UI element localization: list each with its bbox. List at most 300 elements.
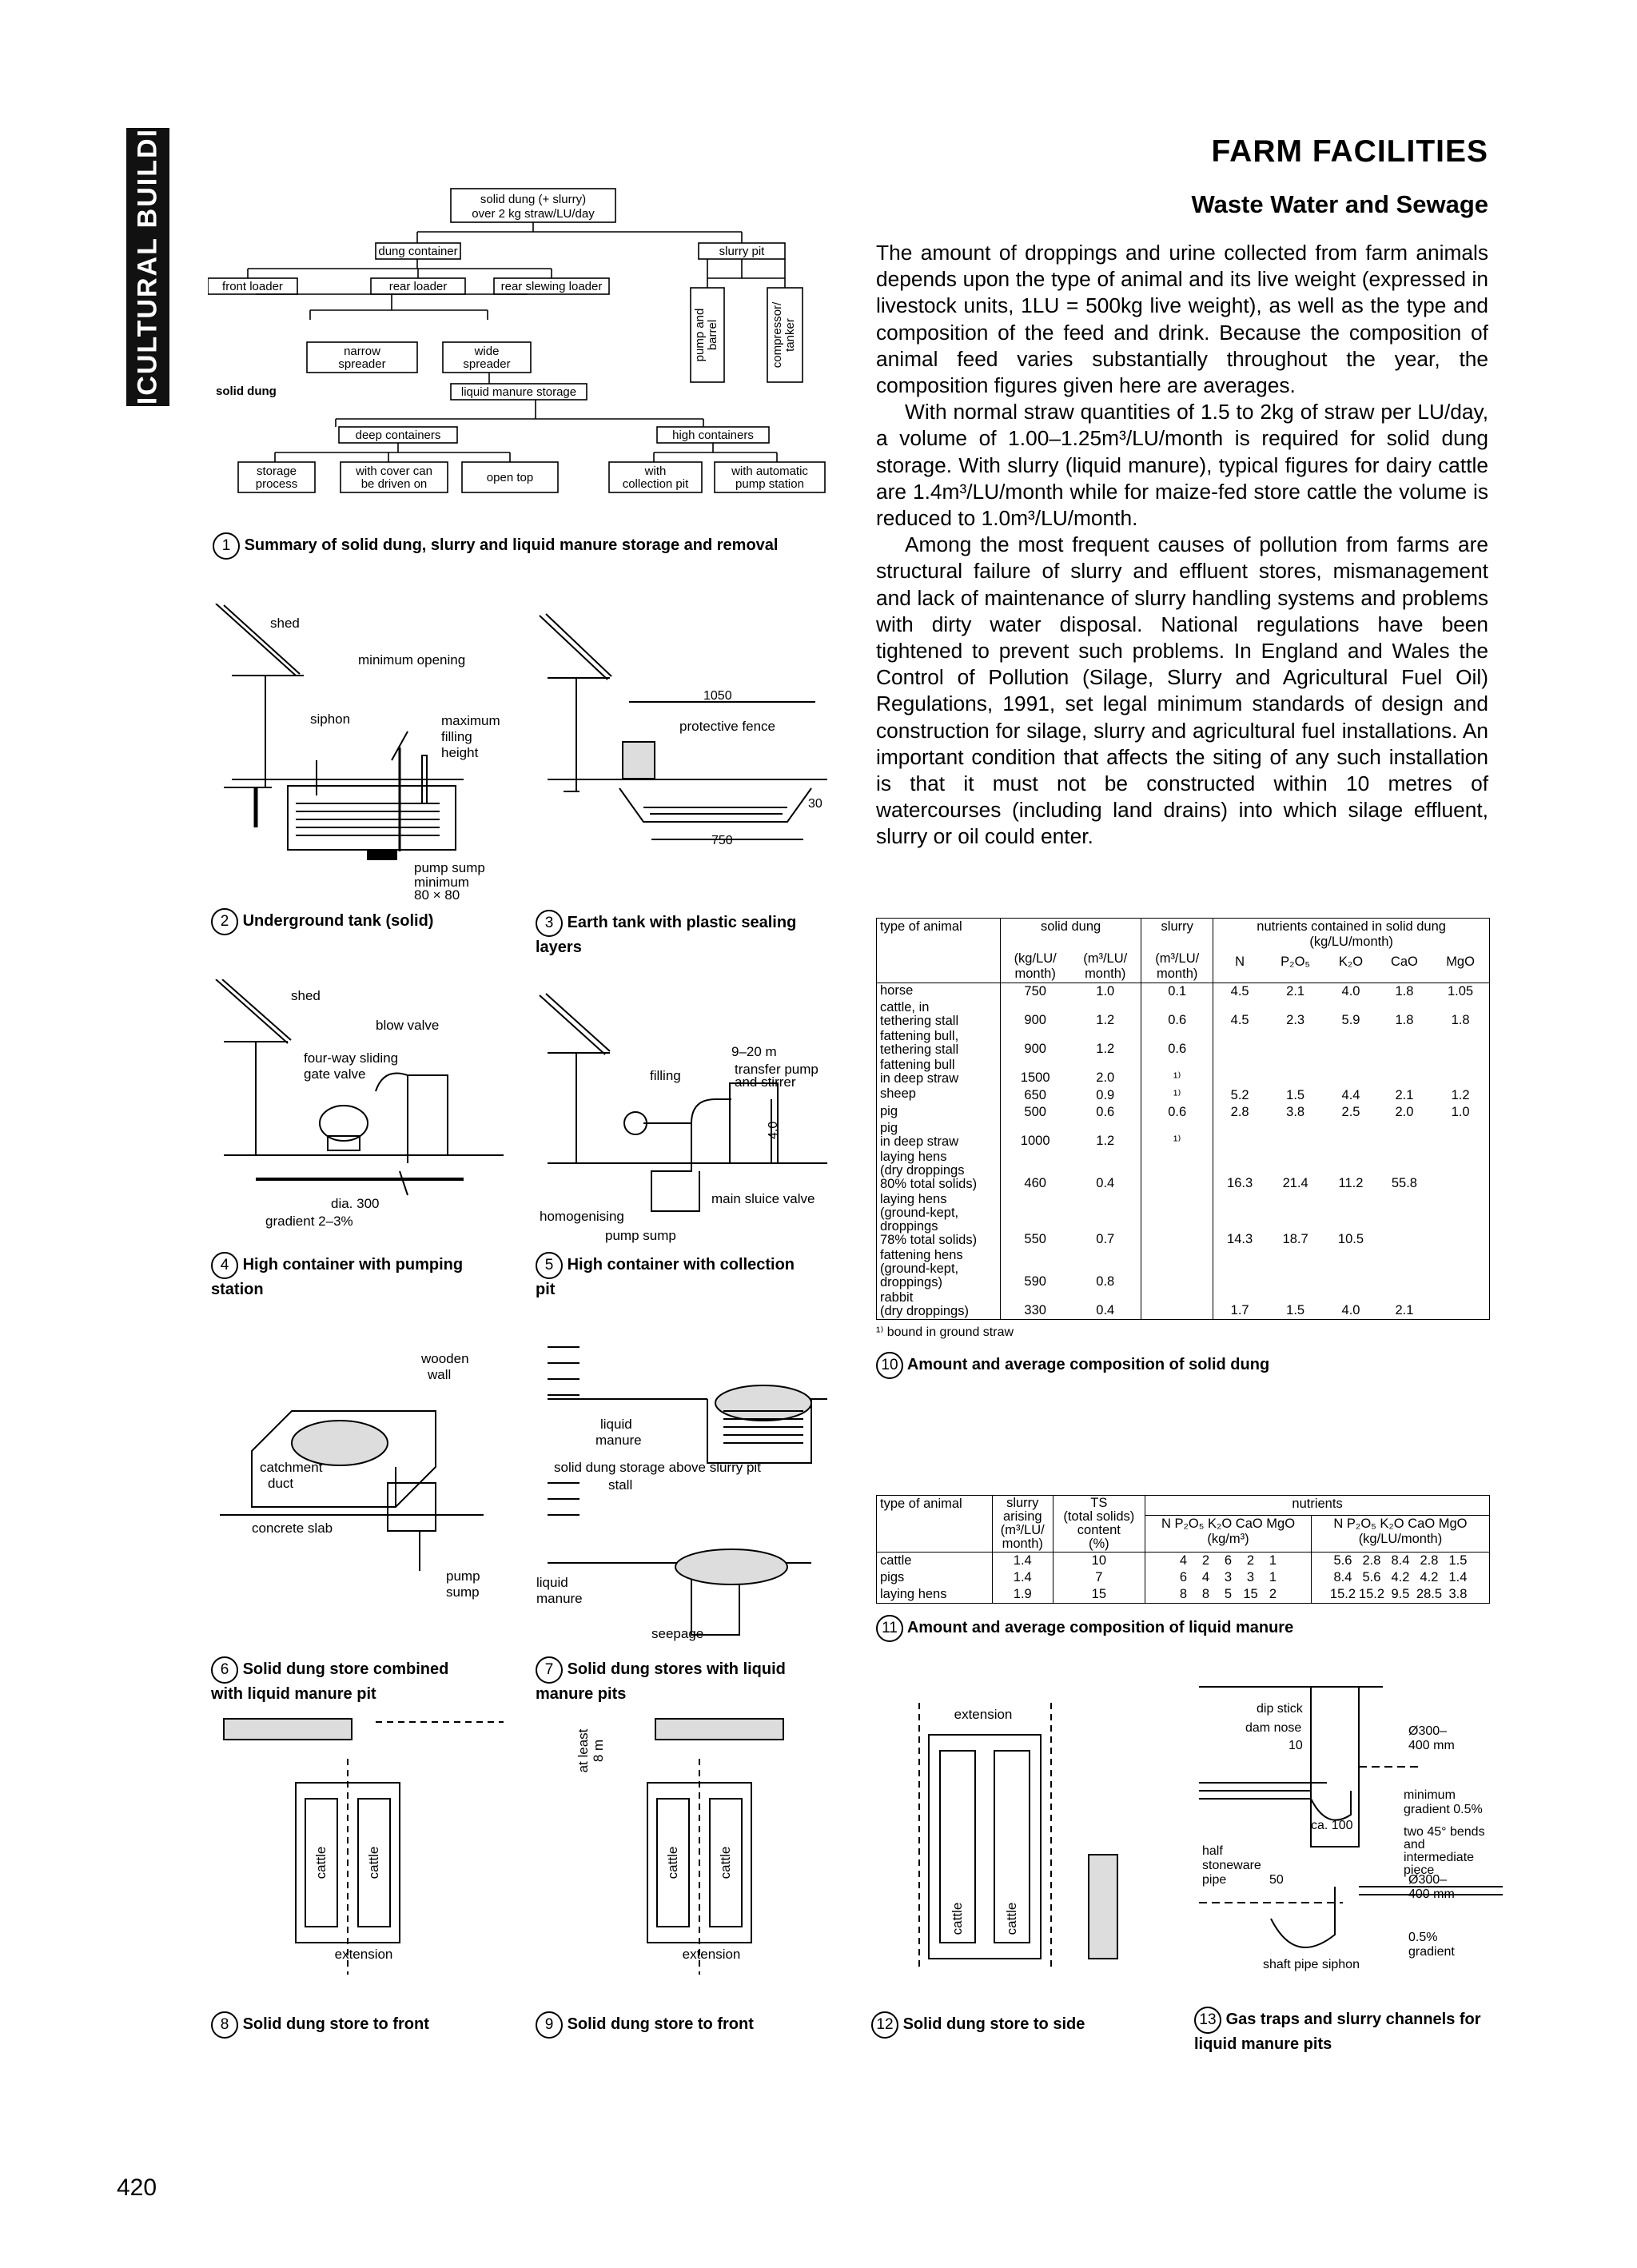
- table-row: [877, 1569, 1490, 1586]
- table-cell: pigs: [877, 1569, 993, 1586]
- table-cell: 7: [1053, 1569, 1145, 1586]
- fig1-comp-2: tanker: [783, 318, 797, 352]
- fig13-ca100: ca. 100: [1311, 1819, 1353, 1832]
- fig2-max-1: maximum: [441, 713, 500, 728]
- fig13-d300b-2: 400 mm: [1408, 1887, 1455, 1901]
- table-cell: [1145, 1553, 1312, 1570]
- fig13-caption-text: Gas traps and slurry channels for liquid manure pits: [1194, 2011, 1481, 2053]
- fig1-wide-1: wide: [474, 345, 500, 358]
- fig1-side-label: solid dung: [216, 385, 277, 398]
- nutrient-value: 2.8: [1420, 1553, 1439, 1568]
- fig3-number: 3: [536, 910, 563, 937]
- fig13-half-1: half: [1202, 1844, 1223, 1858]
- fig13-dipstick: dip stick: [1257, 1702, 1303, 1716]
- fig6-sump-1: pump: [446, 1568, 480, 1584]
- fig13-mingrad-1: minimum: [1404, 1788, 1456, 1802]
- table-cell: [1141, 1150, 1213, 1192]
- fig5-sluice: main sluice valve: [711, 1191, 815, 1206]
- fig7-seepage: seepage: [651, 1626, 704, 1641]
- table10-wrapper: [876, 918, 1490, 1379]
- nutrient-value: 3.8: [1448, 1587, 1468, 1601]
- fig12-number: 12: [871, 2011, 898, 2039]
- cell-text: (%): [1088, 1537, 1109, 1551]
- table-cell: 1000: [1020, 1134, 1050, 1148]
- table-cell: 0.6: [1141, 1104, 1213, 1121]
- body-text: [876, 240, 1488, 851]
- table-cell: 1.2: [1069, 1000, 1141, 1029]
- fig1-liquid-storage: liquid manure storage: [460, 385, 577, 399]
- page-subtitle: Waste Water and Sewage: [1191, 190, 1488, 218]
- fig12-caption-text: Solid dung store to side: [902, 2015, 1085, 2033]
- nutrient-value: 2: [1269, 1587, 1277, 1601]
- table-cell: 0.4: [1069, 1150, 1141, 1192]
- table-row: [877, 1058, 1490, 1086]
- table-cell: ¹⁾: [1141, 1086, 1213, 1104]
- table-cell: 590: [1024, 1274, 1046, 1289]
- table-cell: rabbit (dry droppings): [877, 1290, 1001, 1320]
- fig9-plan: [552, 1703, 807, 1991]
- table-cell: [1266, 1248, 1324, 1290]
- nutrient-value: 5.6: [1362, 1570, 1381, 1584]
- table10-head-mgo: MgO: [1446, 955, 1475, 969]
- table-row: [877, 1104, 1490, 1121]
- table-cell: 2.0: [1069, 1058, 1141, 1086]
- fig6-wall-2: wall: [428, 1367, 452, 1382]
- table-cell: 1.2: [1069, 1121, 1141, 1150]
- table10-head-k: K₂O: [1338, 955, 1364, 969]
- fig3-30: 30: [808, 797, 822, 811]
- table-cell: [1324, 1058, 1376, 1086]
- cell-text: month): [1002, 1537, 1043, 1551]
- fig2-shed: shed: [270, 616, 300, 631]
- cell-text: slurry: [1006, 1496, 1039, 1510]
- fig6-caption-text: Solid dung store combined with liquid manure pit: [211, 1660, 449, 1703]
- table-cell: 1.9: [993, 1586, 1053, 1604]
- table10: [876, 918, 1490, 1320]
- fig8-cattle-2: cattle: [366, 1846, 381, 1879]
- table-cell: [1324, 1121, 1376, 1150]
- table10-head-kg: [1001, 951, 1070, 983]
- table-cell: 1500: [1020, 1070, 1050, 1085]
- fig13-bends-3: intermediate: [1404, 1851, 1475, 1864]
- table-cell: [1377, 1192, 1432, 1248]
- table-cell: [1432, 1248, 1489, 1290]
- fig1-number: 1: [213, 532, 240, 560]
- fig2-max-2: filling: [441, 729, 472, 744]
- fig8-caption: [211, 2011, 429, 2039]
- fig1-open-top: open top: [486, 471, 534, 484]
- fig13-half-3: pipe: [1202, 1873, 1227, 1887]
- table-cell: laying hens (dry droppings 80% total solids): [877, 1150, 1001, 1192]
- fig3-caption-text: Earth tank with plastic sealing layers: [536, 914, 797, 956]
- fig13-grad05-2: gradient: [1408, 1945, 1455, 1959]
- fig13-50: 50: [1269, 1873, 1284, 1887]
- cell-text: month): [1085, 967, 1126, 981]
- nutrient-value: 2: [1246, 1553, 1255, 1568]
- nutrient-value: 3: [1224, 1570, 1233, 1584]
- table10-head-nutrients: [1213, 919, 1490, 951]
- table-cell: [1311, 1586, 1489, 1604]
- table-cell: 1.2: [1451, 1088, 1470, 1102]
- fig1-cover-1: with cover can: [356, 464, 432, 478]
- table11-wrapper: [876, 1495, 1490, 1642]
- fig13-damnose: dam nose: [1245, 1721, 1302, 1735]
- table-cell: [1377, 1248, 1432, 1290]
- table-cell: 1.8: [1451, 1013, 1470, 1027]
- table-cell: 2.0: [1395, 1105, 1414, 1119]
- fig5-caption: [536, 1252, 807, 1301]
- cell-text: (m³/LU/: [1083, 951, 1128, 966]
- fig1-withpit-1: with: [644, 464, 667, 478]
- nutrient-value: 6: [1224, 1553, 1233, 1568]
- cell-text: (m³/LU/: [1000, 1523, 1045, 1537]
- cell-text: month): [1014, 967, 1056, 981]
- fig4-gradient: gradient 2–3%: [265, 1214, 353, 1229]
- fig2-sump-1: pump sump: [414, 860, 485, 875]
- fig1-pump-1: pump and: [693, 308, 707, 362]
- table-cell: 5.2: [1230, 1088, 1249, 1102]
- table-cell: [1432, 1029, 1489, 1058]
- fig2-sump-2: minimum: [414, 875, 469, 890]
- nutrient-value: 15.2: [1329, 1587, 1356, 1601]
- fig1-caption-text: Summary of solid dung, slurry and liquid manure storage and removal: [244, 536, 779, 554]
- table-cell: 0.8: [1069, 1248, 1141, 1290]
- fig13-d300a-1: Ø300–: [1408, 1724, 1448, 1738]
- table-cell: pig: [877, 1104, 1001, 1121]
- fig1-narrow-2: spreader: [338, 357, 386, 371]
- fig1-comp-1: compressor/: [771, 301, 784, 369]
- fig9-extension: extension: [682, 1947, 741, 1962]
- table-cell: pig in deep straw: [877, 1121, 1001, 1150]
- table11-caption-text: Amount and average composition of liquid manure: [906, 1619, 1294, 1636]
- sidebar-label: AGRICULTURAL BUILDINGS: [132, 64, 163, 470]
- table10-footnote: ¹⁾ bound in ground straw: [876, 1325, 1014, 1339]
- fig6-dung-store: [220, 1347, 508, 1611]
- table11-head-group2: [1311, 1515, 1489, 1552]
- fig12-cattle-2: cattle: [1004, 1902, 1019, 1935]
- table-cell: [1311, 1569, 1489, 1586]
- table-row: [877, 1150, 1490, 1192]
- table-cell: [1145, 1569, 1312, 1586]
- fig7-dung-stores: [532, 1323, 835, 1651]
- fig12-extension: extension: [954, 1707, 1013, 1722]
- table-cell: laying hens: [877, 1586, 993, 1604]
- cell-text: TS: [1090, 1496, 1108, 1510]
- fig13-gas-traps: [1199, 1679, 1503, 1999]
- table-cell: cattle, in tethering stall: [877, 1000, 1001, 1029]
- fig5-transfer-1: transfer pump: [735, 1062, 818, 1077]
- fig5-collection-pit: [532, 987, 835, 1251]
- table-cell: 3.8: [1286, 1105, 1305, 1119]
- fig13-grad05-1: 0.5%: [1408, 1931, 1438, 1944]
- nutrient-value: 1: [1269, 1553, 1277, 1568]
- table-cell: 1.8: [1395, 984, 1414, 998]
- table-cell: 5.9: [1341, 1013, 1360, 1027]
- fig13-d300b-1: Ø300–: [1408, 1873, 1448, 1887]
- nutrient-value: 2: [1201, 1553, 1210, 1568]
- fig5-dist: 9–20 m: [731, 1044, 777, 1059]
- table-cell: 330: [1024, 1303, 1046, 1317]
- table-cell: 0.4: [1069, 1290, 1141, 1320]
- table-cell: 0.6: [1141, 1029, 1213, 1058]
- table-cell: 18.7: [1282, 1232, 1308, 1246]
- table-cell: fattening bull in deep straw: [877, 1058, 1001, 1086]
- table11-head-type: type of animal: [877, 1496, 993, 1553]
- fig7-liquid1-2: manure: [595, 1433, 642, 1448]
- fig9-number: 9: [536, 2011, 563, 2039]
- table10-head-cao: CaO: [1390, 955, 1418, 969]
- cell-text: content: [1077, 1523, 1121, 1537]
- fig12-cattle-1: cattle: [950, 1902, 965, 1935]
- table10-head-m3a: [1069, 951, 1141, 983]
- table-cell: 2.5: [1341, 1105, 1360, 1119]
- table10-number: 10: [876, 1352, 903, 1379]
- nutrient-value: 1: [1269, 1570, 1277, 1584]
- table11-head-slurry: [993, 1496, 1053, 1553]
- table-cell: [1432, 1058, 1489, 1086]
- fig2-sump-3: 80 × 80: [414, 887, 460, 903]
- table-row: [877, 1586, 1490, 1604]
- fig1-caption: [213, 532, 820, 560]
- table-cell: 16.3: [1227, 1176, 1253, 1190]
- fig7-caption-text: Solid dung stores with liquid manure pits: [536, 1660, 786, 1703]
- fig7-liquid2-2: manure: [536, 1591, 583, 1606]
- fig4-caption: [211, 1252, 475, 1301]
- table11: [876, 1495, 1490, 1604]
- table-row: [877, 1029, 1490, 1058]
- table-cell: [1432, 1290, 1489, 1320]
- fig3-fence: protective fence: [679, 719, 776, 734]
- table10-caption: [876, 1352, 1490, 1379]
- fig5-homog: homogenising: [540, 1209, 624, 1224]
- table-cell: 1.8: [1395, 1013, 1414, 1027]
- table10-head-solid: solid dung: [1001, 919, 1141, 951]
- cell-text: (kg/LU/month): [1358, 1531, 1443, 1546]
- table-cell: ¹⁾: [1141, 1058, 1213, 1086]
- fig8-caption-text: Solid dung store to front: [242, 2015, 429, 2033]
- table10-head-slurry: slurry: [1141, 919, 1213, 951]
- table-row: [877, 1290, 1490, 1320]
- fig13-half-2: stoneware: [1202, 1859, 1261, 1872]
- section-sidebar-tab: [126, 64, 169, 470]
- fig13-caption: [1194, 2007, 1498, 2055]
- table-cell: 2.1: [1286, 984, 1305, 998]
- table-cell: [1213, 1029, 1266, 1058]
- page-number: 420: [117, 2174, 157, 2201]
- cell-text: (total solids): [1063, 1509, 1135, 1524]
- table-cell: [1213, 1248, 1266, 1290]
- fig6-catch-1: catchment: [260, 1460, 323, 1475]
- fig4-blow: blow valve: [376, 1018, 440, 1033]
- table11-number: 11: [876, 1615, 903, 1642]
- fig4-high-container: [208, 979, 512, 1251]
- fig12-caption: [871, 2011, 1085, 2039]
- table-cell: [1141, 1290, 1213, 1320]
- table-cell: [1432, 1192, 1489, 1248]
- cell-text: (kg/LU/: [1014, 951, 1057, 966]
- table-header-row: [877, 919, 1490, 951]
- nutrient-value: 4.2: [1391, 1570, 1410, 1584]
- fig1-auto-2: pump station: [735, 477, 804, 491]
- table-cell: 10: [1053, 1553, 1145, 1570]
- fig13-siphon: shaft pipe siphon: [1263, 1958, 1360, 1971]
- table-cell: 2.3: [1286, 1013, 1305, 1027]
- fig6-catch-2: duct: [268, 1476, 294, 1491]
- table11-head-group1: [1145, 1515, 1312, 1552]
- table-cell: [1141, 1192, 1213, 1248]
- fig1-high: high containers: [672, 428, 754, 442]
- fig1-auto-1: with automatic: [731, 464, 808, 478]
- cell-text: N P₂O₅ K₂O CaO MgO: [1333, 1516, 1468, 1531]
- table-cell: 14.3: [1227, 1232, 1253, 1246]
- fig9-cattle-2: cattle: [718, 1846, 733, 1879]
- fig4-caption-text: High container with pumping station: [211, 1256, 464, 1298]
- table-cell: 0.1: [1141, 983, 1213, 1001]
- table-row: [877, 983, 1490, 1001]
- table-cell: horse: [877, 983, 1001, 1001]
- fig13-bends-1: two 45° bends: [1404, 1825, 1485, 1839]
- table-cell: [1432, 1150, 1489, 1192]
- nutrient-value: 5: [1224, 1587, 1233, 1601]
- fig4-number: 4: [211, 1252, 238, 1279]
- table-row: [877, 1192, 1490, 1248]
- table-cell: sheep: [877, 1086, 1001, 1104]
- table-cell: 11.2: [1338, 1176, 1364, 1190]
- nutrient-value: 15.2: [1358, 1587, 1385, 1601]
- fig4-fourway-1: four-way sliding: [304, 1050, 399, 1066]
- table11-caption: [876, 1615, 1490, 1642]
- fig1-cover-2: be driven on: [360, 477, 428, 491]
- cell-text: (kg/m³): [1207, 1531, 1249, 1546]
- table-cell: [1377, 1058, 1432, 1086]
- table-cell: 550: [1024, 1232, 1046, 1246]
- table-cell: 4.5: [1230, 984, 1249, 998]
- fig5-transfer-2: and stirrer: [735, 1074, 796, 1090]
- nutrient-value: 8.4: [1391, 1553, 1410, 1568]
- fig13-10: 10: [1288, 1739, 1303, 1752]
- fig1-rear-loader: rear loader: [388, 280, 448, 293]
- fig3-earth-tank: [532, 608, 835, 871]
- nutrient-value: 15: [1243, 1587, 1258, 1601]
- fig13-bends-2: and: [1404, 1838, 1425, 1851]
- fig2-number: 2: [211, 908, 238, 935]
- table-cell: 500: [1024, 1105, 1046, 1119]
- paragraph: With normal straw quantities of 1.5 to 2kg of straw per LU/day, a volume of 1.00–1.25m³/LU/month is required for solid dung storage. With slurry (liquid manure), typical figures for dairy cattle are 1.4m³/LU/month while for maize-fed store cattle the volume is reduced to 1.0m³/LU/month.: [876, 400, 1488, 531]
- table-cell: 1.4: [993, 1553, 1053, 1570]
- fig2-caption-text: Underground tank (solid): [242, 912, 434, 930]
- nutrient-value: 8: [1179, 1587, 1188, 1601]
- table-cell: fattening bull, tethering stall: [877, 1029, 1001, 1058]
- table-cell: 750: [1024, 984, 1046, 998]
- cell-text: N P₂O₅ K₂O CaO MgO: [1161, 1516, 1296, 1531]
- fig1-wide-2: spreader: [463, 357, 511, 371]
- table-cell: 55.8: [1391, 1176, 1417, 1190]
- table-cell: 1.0: [1069, 983, 1141, 1001]
- table-cell: 460: [1024, 1176, 1046, 1190]
- fig1-rear-slewing: rear slewing loader: [500, 280, 603, 293]
- page-title: FARM FACILITIES: [1211, 134, 1488, 169]
- table-cell: [1266, 1058, 1324, 1086]
- fig1-pump-2: barrel: [706, 319, 719, 351]
- table-cell: [1377, 1121, 1432, 1150]
- table-cell: 2.1: [1395, 1303, 1414, 1317]
- table-cell: [1324, 1029, 1376, 1058]
- table-cell: [1266, 1121, 1324, 1150]
- fig4-shed: shed: [291, 988, 321, 1003]
- table-cell: 0.6: [1141, 1000, 1213, 1029]
- table-cell: 2.8: [1230, 1105, 1249, 1119]
- nutrient-value: 9.5: [1391, 1587, 1410, 1601]
- cell-text: month): [1157, 967, 1198, 981]
- table-header-row: [877, 1496, 1490, 1516]
- table-cell: [1377, 1029, 1432, 1058]
- table11-head-ts: [1053, 1496, 1145, 1553]
- fig1-dung-container: dung container: [378, 245, 458, 258]
- fig6-caption: [211, 1656, 475, 1705]
- fig9-cattle-1: cattle: [665, 1846, 680, 1879]
- fig1-root-line2: over 2 kg straw/LU/day: [472, 207, 595, 221]
- fig7-stall: stall: [608, 1477, 633, 1493]
- fig6-number: 6: [211, 1656, 238, 1684]
- table10-caption-text: Amount and average composition of solid dung: [906, 1356, 1270, 1373]
- fig1-front-loader: front loader: [222, 280, 283, 293]
- fig8-plan: [216, 1703, 512, 1991]
- fig2-siphon: siphon: [310, 711, 351, 727]
- table-row: [877, 1121, 1490, 1150]
- fig7-liquid2-1: liquid: [536, 1575, 568, 1590]
- cell-text: arising: [1002, 1509, 1042, 1524]
- nutrient-value: 4: [1179, 1553, 1188, 1568]
- table10-nutrients-1: nutrients contained in solid dung: [1257, 919, 1446, 934]
- fig13-number: 13: [1194, 2007, 1221, 2034]
- table-cell: 650: [1024, 1088, 1046, 1102]
- table-cell: [1213, 1058, 1266, 1086]
- cell-text: (m³/LU/: [1155, 951, 1200, 966]
- fig7-caption: [536, 1656, 807, 1705]
- table-cell: 1.0: [1451, 1105, 1470, 1119]
- table-cell: [1141, 1248, 1213, 1290]
- nutrient-value: 4.2: [1420, 1570, 1439, 1584]
- fig9-caption: [536, 2011, 754, 2039]
- table10-head-type: type of animal: [877, 919, 1001, 983]
- table-cell: 1.5: [1286, 1303, 1305, 1317]
- fig8-number: 8: [211, 2011, 238, 2039]
- fig1-root-line1: solid dung (+ slurry): [480, 193, 587, 206]
- table-row: [877, 1553, 1490, 1570]
- fig5-filling: filling: [650, 1068, 681, 1083]
- fig2-caption: [211, 908, 433, 935]
- table-cell: 4.5: [1230, 1013, 1249, 1027]
- table-cell: 0.9: [1069, 1086, 1141, 1104]
- table-cell: 1.2: [1069, 1029, 1141, 1058]
- table-cell: 0.7: [1069, 1192, 1141, 1248]
- table-row: [877, 1248, 1490, 1290]
- table10-head-n: N: [1235, 955, 1245, 969]
- fig1-storage-1: storage: [256, 464, 297, 478]
- nutrient-value: 4: [1201, 1570, 1210, 1584]
- fig5-sump: pump sump: [605, 1228, 676, 1243]
- fig1-withpit-2: collection pit: [622, 477, 689, 491]
- table-cell: 0.6: [1069, 1104, 1141, 1121]
- table-cell: [1266, 1029, 1324, 1058]
- fig13-d300a-2: 400 mm: [1408, 1739, 1455, 1752]
- fig5-caption-text: High container with collection pit: [536, 1256, 795, 1298]
- table-cell: 1.5: [1286, 1088, 1305, 1102]
- table-cell: 4.4: [1341, 1088, 1360, 1102]
- fig2-underground-tank: [208, 604, 512, 891]
- fig12-plan: [879, 1695, 1119, 1999]
- table10-head-m3b: [1141, 951, 1213, 983]
